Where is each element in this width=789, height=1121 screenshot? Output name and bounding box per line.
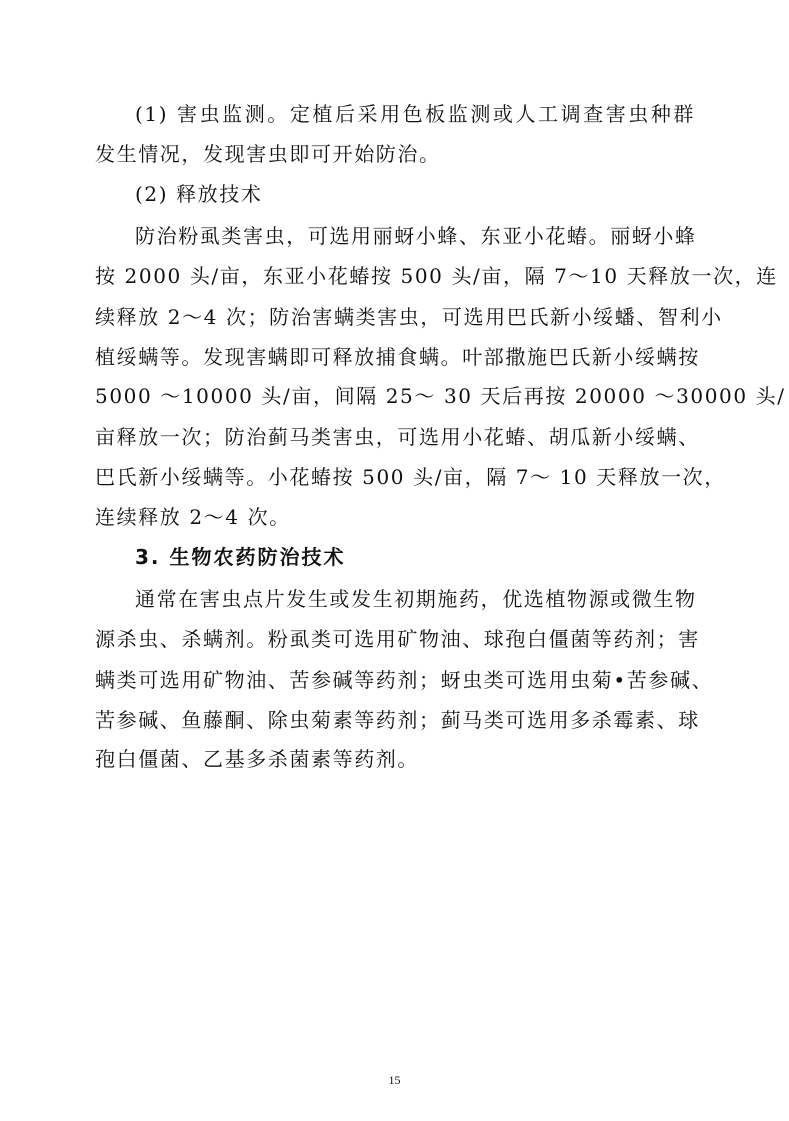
release-technique-heading: (2) 释放技术 [135, 182, 263, 206]
biopesticide-paragraph-line-1: 通常在害虫点片发生或发生初期施药，优选植物源或微生物 [135, 587, 697, 611]
release-paragraph-line-6: 亩释放一次；防治蓟马类害虫，可选用小花蝽、胡瓜新小绥螨、 [95, 425, 700, 449]
pest-monitoring-line-1: (1) 害虫监测。定植后采用色板监测或人工调查害虫种群 [135, 102, 695, 126]
pest-monitoring-line-2: 发生情况，发现害虫即可开始防治。 [95, 142, 441, 166]
release-paragraph-line-4: 植绥螨等。发现害螨即可释放捕食螨。叶部撒施巴氏新小绥螨按 [95, 345, 700, 369]
biopesticide-paragraph-line-5: 孢白僵菌、乙基多杀菌素等药剂。 [95, 747, 419, 771]
release-paragraph-line-5: 5000 ～10000 头/亩，间隔 25～ 30 天后再按 20000 ～30000 头/ [95, 384, 786, 408]
biopesticide-paragraph-line-4: 苦参碱、鱼藤酮、除虫菊素等药剂；蓟马类可选用多杀霉素、球 [95, 708, 700, 732]
release-paragraph-line-7: 巴氏新小绥螨等。小花蝽按 500 头/亩，隔 7～ 10 天释放一次， [95, 465, 726, 489]
release-paragraph-line-1: 防治粉虱类害虫，可选用丽蚜小蜂、东亚小花蝽。丽蚜小蜂 [135, 224, 697, 248]
release-paragraph-line-3: 续释放 2～4 次；防治害螨类害虫，可选用巴氏新小绥蟠、智利小 [95, 305, 723, 329]
release-paragraph-line-8: 连续释放 2～4 次。 [95, 505, 291, 529]
page-number: 15 [388, 1073, 401, 1087]
release-paragraph-line-2: 按 2000 头/亩，东亚小花蝽按 500 头/亩，隔 7～10 天释放一次，连 [95, 264, 778, 288]
biopesticide-paragraph-line-3: 螨类可选用矿物油、苦参碱等药剂；蚜虫类可选用虫菊•苦参碱、 [95, 668, 714, 692]
biopesticide-paragraph-line-2: 源杀虫、杀螨剂。粉虱类可选用矿物油、球孢白僵菌等药剂；害 [95, 627, 700, 651]
section-heading-biopesticide: 3. 生物农药防治技术 [135, 545, 346, 569]
